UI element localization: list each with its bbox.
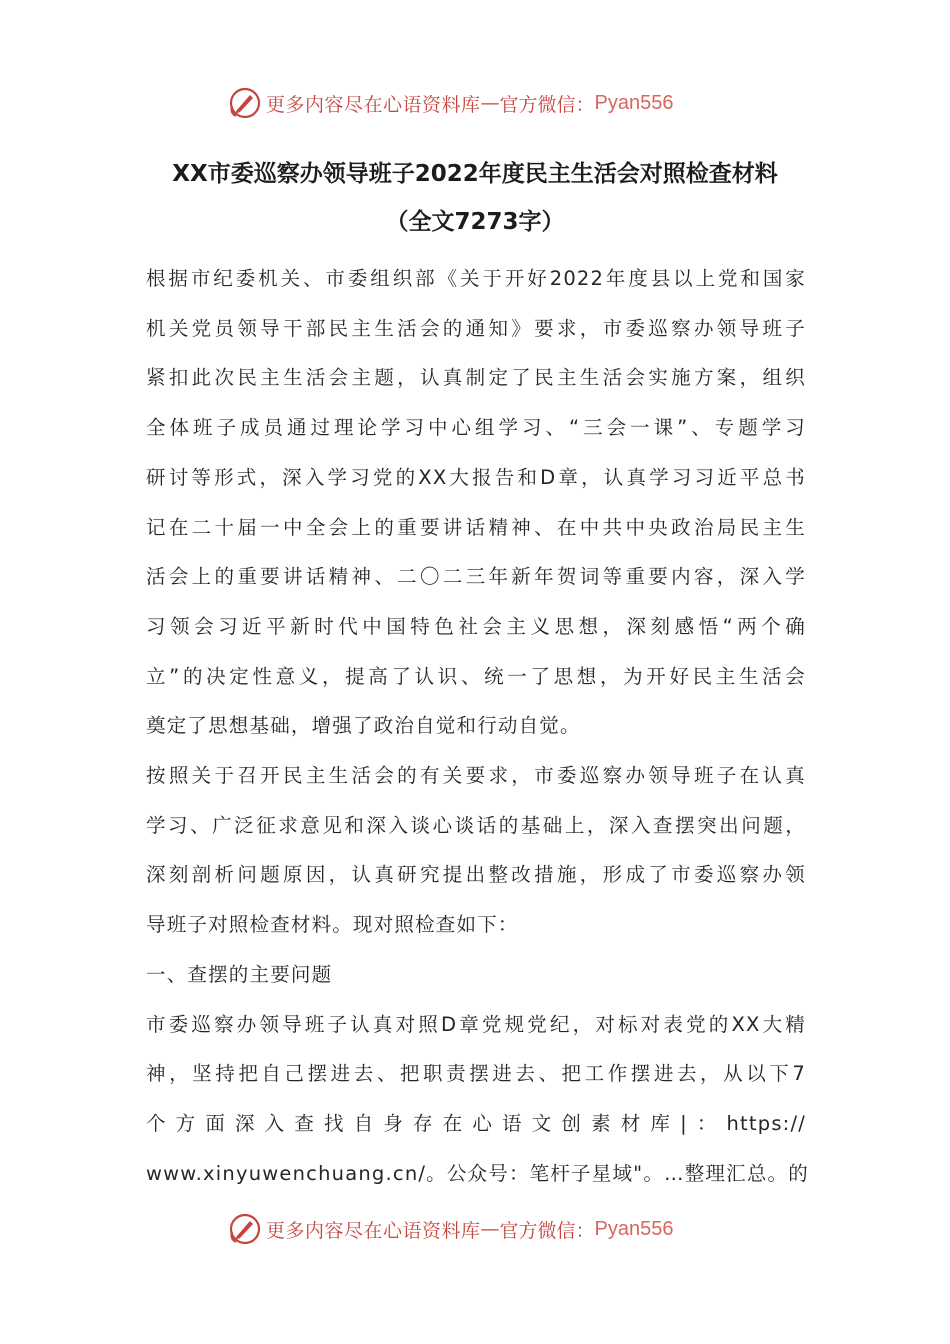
text-line: 按照关于召开民主生活会的有关要求，市委巡察办领导班子在认真 xyxy=(146,764,806,788)
text-line: www.xinyuwenchuang.cn/。公众号：笔杆子星域"。…整理汇总。的 xyxy=(146,1161,809,1185)
text-line: 记在二十届一中全会上的重要讲话精神、在中共中央政治局民主生 xyxy=(146,515,806,539)
document-title: XX市委巡察办领导班子2022年度民主生活会对照检查材料 xyxy=(172,161,778,187)
document-subtitle-wordcount: （全文7273字） xyxy=(385,209,565,235)
banner-separator: — xyxy=(480,1218,500,1240)
text-line: 深刻剖析问题原因，认真研究提出整改措施，形成了市委巡察办领 xyxy=(146,863,806,887)
pen-nib-logo-icon xyxy=(228,86,262,120)
pen-nib-logo-icon xyxy=(228,1212,262,1246)
banner-wechat-id: Pyan556 xyxy=(594,91,674,114)
text-line: 立”的决定性意义，提高了认识、统一了思想，为开好民主生活会 xyxy=(146,664,806,688)
banner-text: 更多内容尽在心语资料库 xyxy=(266,93,481,116)
document-body xyxy=(146,254,809,1198)
section-heading xyxy=(146,950,806,1000)
text-line: 市委巡察办领导班子认真对照D章党规党纪，对标对表党的XX大精 xyxy=(146,1012,806,1036)
banner-separator: — xyxy=(480,92,500,114)
text-line: 活会上的重要讲话精神、二〇二三年新年贺词等重要内容，深入学 xyxy=(146,565,806,589)
text-line: 紧扣此次民主生活会主题，认真制定了民主生活会实施方案，组织 xyxy=(146,366,806,390)
text-line: 导班子对照检查材料。现对照检查如下： xyxy=(146,913,519,937)
text-line: 学习、广泛征求意见和深入谈心谈话的基础上，深入查摆突出问题， xyxy=(146,813,806,837)
paragraph-problems xyxy=(146,1000,809,1199)
paragraph-process xyxy=(146,751,806,950)
text-line: 全体班子成员通过理论学习中心组学习、“三会一课”、专题学习 xyxy=(146,416,806,440)
header-banner xyxy=(0,83,950,123)
section-heading-text: 一、查摆的主要问题 xyxy=(146,962,333,986)
text-line: 研讨等形式，深入学习党的XX大报告和D章，认真学习习近平总书 xyxy=(146,465,806,489)
text-line: 奠定了思想基础，增强了政治自觉和行动自觉。 xyxy=(146,714,581,738)
banner-wechat-label: 官方微信： xyxy=(499,93,595,116)
banner-text: 更多内容尽在心语资料库 xyxy=(266,1219,481,1242)
banner-wechat-id: Pyan556 xyxy=(594,1217,674,1240)
text-line: 根据市纪委机关、市委组织部《关于开好2022年度县以上党和国家 xyxy=(146,267,806,290)
text-line: 机关党员领导干部民主生活会的通知》要求，市委巡察办领导班子 xyxy=(146,316,806,340)
text-line: 神，坚持把自己摆进去、把职责摆进去、把工作摆进去，从以下7 xyxy=(146,1062,806,1086)
paragraph-intro xyxy=(146,254,806,751)
text-line: 个方面深入查找自身存在心语文创素材库|：https:// xyxy=(146,1111,806,1135)
footer-banner xyxy=(0,1209,950,1249)
banner-wechat-label: 官方微信： xyxy=(499,1219,595,1242)
banner-content xyxy=(228,1209,674,1249)
banner-content xyxy=(228,83,674,123)
text-line: 习领会习近平新时代中国特色社会主义思想，深刻感悟“两个确 xyxy=(146,614,806,638)
